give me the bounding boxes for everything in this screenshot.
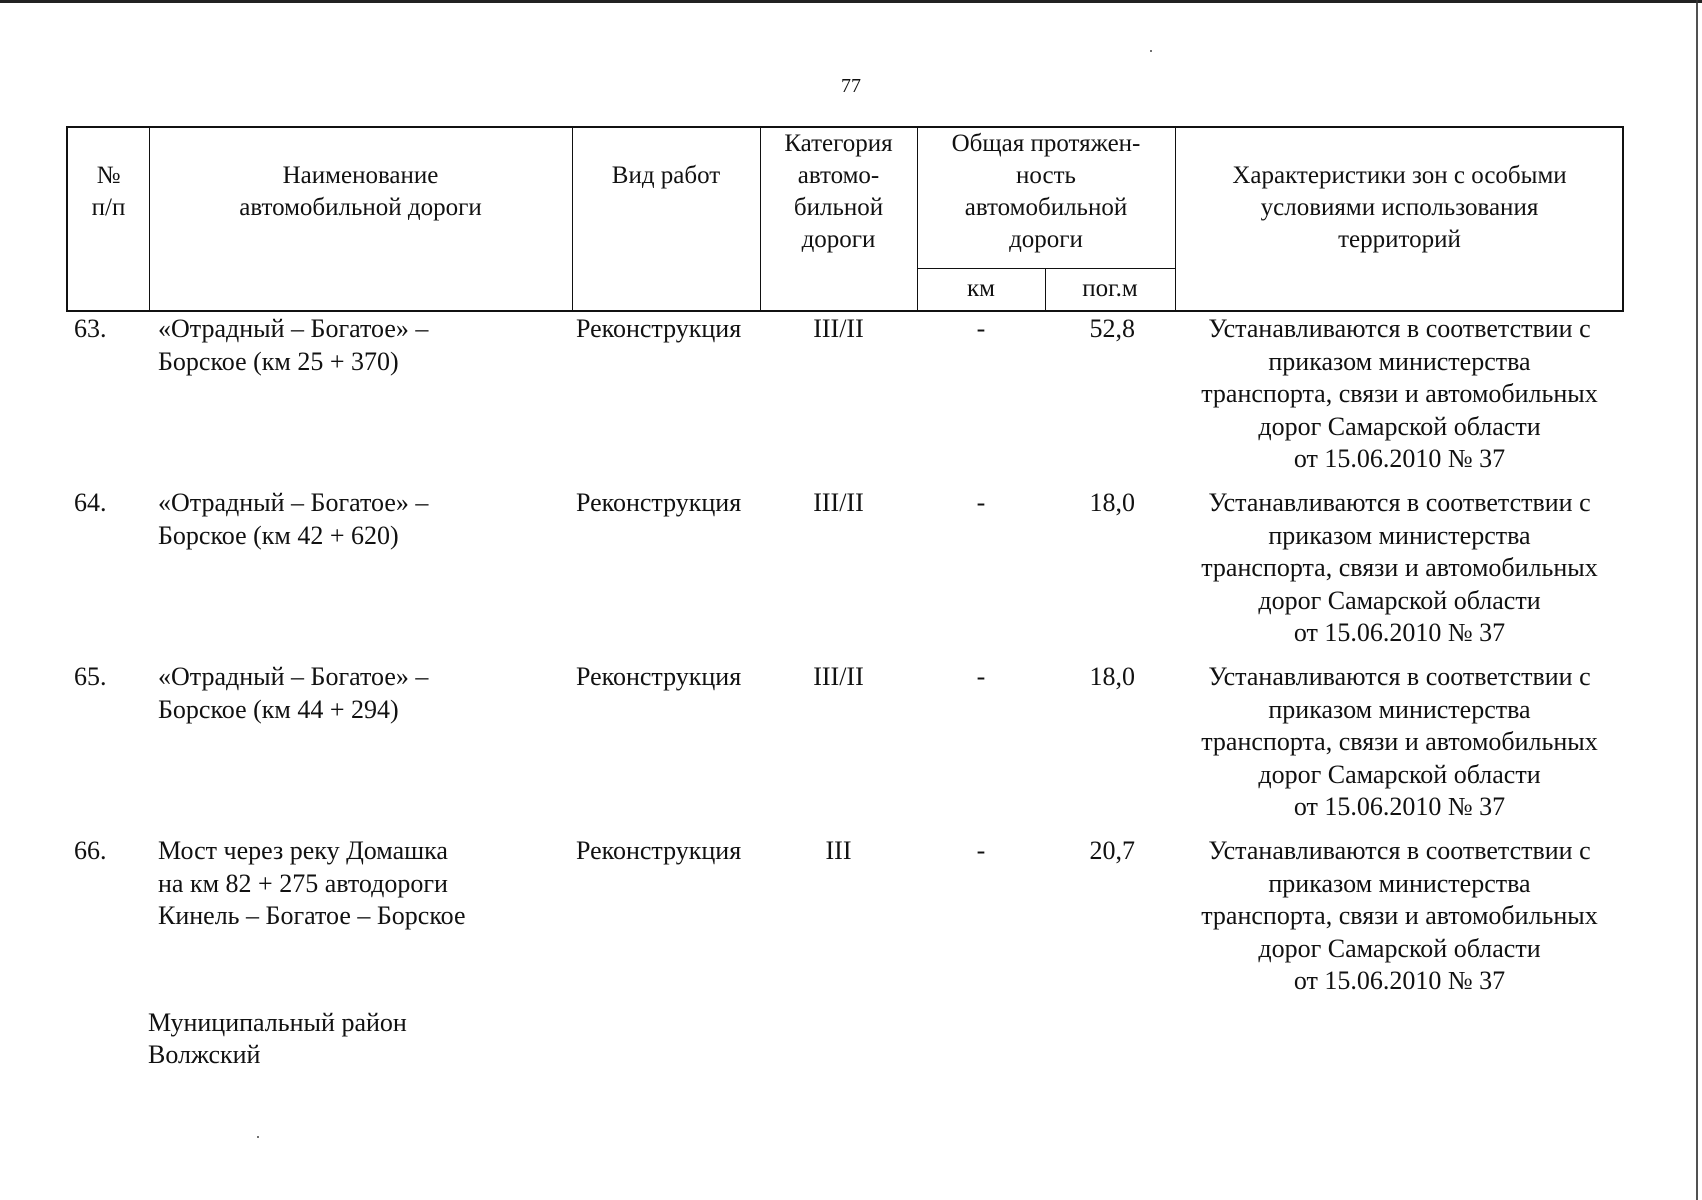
header-subdivider bbox=[917, 268, 1175, 269]
row-zones: Устанавливаются в соответствии с приказом министерства транспорта, связи и автомобильных дорог Самарской области от 15.06.2010 № 37 bbox=[1201, 314, 1598, 473]
row-category: III/II bbox=[813, 314, 864, 343]
row-work-type: Реконструкция bbox=[576, 662, 742, 691]
row-length-km: - bbox=[976, 662, 986, 691]
header-zones: Характеристики зон с особыми условиями использования территорий bbox=[1232, 162, 1567, 253]
row-category: III/II bbox=[813, 662, 864, 691]
row-number: 65. bbox=[74, 662, 107, 691]
scan-edge-top bbox=[0, 0, 1702, 3]
row-work-type: Реконструкция bbox=[576, 488, 742, 517]
row-length-km: - bbox=[976, 836, 986, 865]
row-zones: Устанавливаются в соответствии с приказом министерства транспорта, связи и автомобильных дорог Самарской области от 15.06.2010 № 37 bbox=[1201, 488, 1598, 647]
header-category: Категория автомо- бильной дороги bbox=[784, 130, 893, 253]
scan-edge-right bbox=[1696, 0, 1698, 1200]
row-length-km: - bbox=[976, 314, 986, 343]
row-zones: Устанавливаются в соответствии с приказом министерства транспорта, связи и автомобильных дорог Самарской области от 15.06.2010 № 37 bbox=[1201, 662, 1598, 821]
row-length-m: 18,0 bbox=[1089, 488, 1135, 517]
row-road-name: «Отрадный – Богатое» – Борское (км 44 + 294) bbox=[158, 662, 429, 724]
header-divider bbox=[572, 128, 573, 312]
row-length-m: 52,8 bbox=[1089, 314, 1135, 343]
header-no: № п/п bbox=[91, 162, 126, 221]
row-work-type: Реконструкция bbox=[576, 836, 742, 865]
section-heading: Муниципальный район Волжский bbox=[148, 1008, 407, 1069]
row-number: 63. bbox=[74, 314, 107, 343]
row-category: III/II bbox=[813, 488, 864, 517]
row-length-m: 20,7 bbox=[1089, 836, 1135, 865]
table-header bbox=[66, 126, 1624, 312]
row-number: 66. bbox=[74, 836, 107, 865]
row-length-km: - bbox=[976, 488, 986, 517]
row-work-type: Реконструкция bbox=[576, 314, 742, 343]
header-length: Общая протяжен- ность автомобильной дороги bbox=[951, 130, 1141, 253]
row-number: 64. bbox=[74, 488, 107, 517]
row-length-m: 18,0 bbox=[1089, 662, 1135, 691]
row-road-name: Мост через реку Домашка на км 82 + 275 автодороги Кинель – Богатое – Борское bbox=[158, 836, 466, 930]
scan-speck bbox=[1150, 50, 1152, 52]
row-zones: Устанавливаются в соответствии с приказом министерства транспорта, связи и автомобильных дорог Самарской области от 15.06.2010 № 37 bbox=[1201, 836, 1598, 995]
header-name: Наименование автомобильной дороги bbox=[239, 162, 482, 221]
row-category: III bbox=[825, 836, 852, 865]
header-length-km: км bbox=[967, 275, 995, 302]
header-length-m: пог.м bbox=[1082, 275, 1138, 302]
row-road-name: «Отрадный – Богатое» – Борское (км 42 + 620) bbox=[158, 488, 429, 550]
row-road-name: «Отрадный – Богатое» – Борское (км 25 + 370) bbox=[158, 314, 429, 376]
page-number: 77 bbox=[841, 75, 861, 97]
scan-speck bbox=[257, 1136, 259, 1138]
header-work-type: Вид работ bbox=[611, 162, 721, 189]
